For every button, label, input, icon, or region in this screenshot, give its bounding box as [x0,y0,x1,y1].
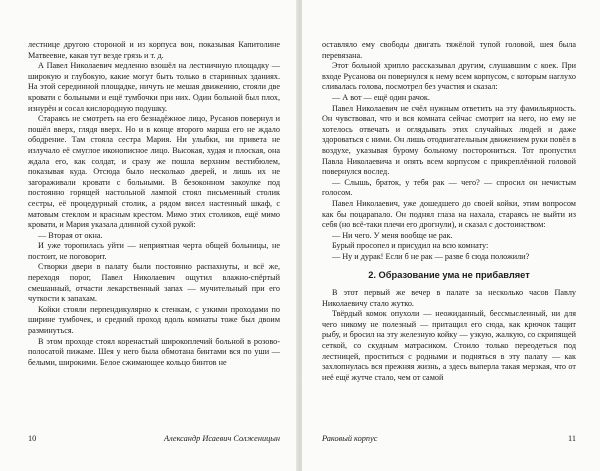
paragraph: — Ну и дурак! Если б не рак — разве б сюда положили? [332,251,530,261]
paragraph: — Ни чего. У меня вообще не рак. [332,230,453,240]
paragraph: Створки двери в палату были постоянно распахнуты, и всё же, переходя порог, Павел Николаевич ощутил влажно-спёртый смешанный, отчасти лекарственный запах — мучительный при его чуткости к запахам. [28,262,280,304]
paragraph: — Слышь, браток, у тебя рак — чего? — спросил он нечистым голосом. [322,177,576,198]
paragraph: В этот первый же вечер в палате за несколько часов Павлу Николаевичу стало жутко. [322,288,576,308]
paragraph: В этом проходе стоял коренастый широкоплечий больной в розово-полосатой пижаме. Шея у него была обмотана бинтами вся по уши — белыми, широкими. Белое сжимающее кольцо бинтов не [28,336,280,367]
right-page-text [322,40,576,383]
left-page [0,0,298,471]
paragraph: — А вот — ещё один рачок. [332,92,430,102]
page-number: 10 [28,434,37,443]
running-head: Александр Исаевич Солженицын [164,434,280,443]
chapter-title: 2. Образование ума не прибавляет [368,270,530,281]
paragraph: оставляло ему свободы двигать тяжёлой тупой головой, шея была перевязана. [322,40,576,60]
paragraph: А Павел Николаевич медленно взошёл на лестничную площадку — широкую и глубокую, какие могут быть только в старинных зданиях. На этой серединной площадке, ничуть не мешая движению, стояли две кровати с больными и ещё тумбочки при них. Один больной был плох, изнурён и сосал кислородную подушку. [28,61,280,113]
paragraph: — Вторая от окна. [38,230,103,240]
paragraph: И уже торопилась уйти — неприятная черта общей больницы, не постоит, не поговорит. [28,241,280,261]
right-page-footer [322,434,576,443]
page-number: 11 [568,434,576,443]
paragraph: Койки стояли перпендикулярно к стенкам, с узкими проходами по ширине тумбочек, и средний проход вдоль комнаты тоже был двоим разминуться. [28,304,280,336]
paragraph: Павел Николаевич не счёл нужным ответить на эту фамильярность. Он чувствовал, что и вся комната сейчас смотрит на него, но ему не хотелось отвечать и оглядывать этих случайных людей и даже здороваться с ними. Он лишь отодвигательным движением руки повёл в воздухе, указывая бурому больному посторониться. Тот пропустил Павла Николаевича и опять всем корпусом с прикреплённой головой повернулся вослед. [322,103,576,177]
paragraph: Павел Николаевич, уже дошедшего до своей койки, этим вопросом как бы поцарапало. Он поднял глаза на нахала, стараясь не выйти из себя (но всё-таки плечи его дрогнули), и сказал с достоинством: [322,198,576,230]
paragraph: Твёрдый комок опухоли — неожиданный, бессмысленный, ни для чего никому не полезный — притащил его сюда, как крючок тащит рыбу, и бросил на эту железную койку — узкую, жалкую, со скрипящей сеткой, со скудным матрасиком. Стоило только переодеться под лестницей, проститься с родными и подняться в эту палату — как захлопнулась вся прежняя жизнь, а здесь выперла такая мерзкая, что от неё ещё жутче стало, чем от самой [322,309,576,382]
right-page [302,0,600,471]
paragraph: лестнице другою стороной и из корпуса вон, показывая Капитолине Матвеевне, какая тут везде грязь и т. д. [28,40,280,60]
paragraph: Бурый просопел и присудил на всю комнату: [332,241,489,251]
running-head: Раковый корпус [322,434,378,443]
left-page-footer [28,434,280,443]
paragraph: Этот больной хрипло рассказывал другим, слушавшим с коек. При входе Русанова он повернулся к нему всем корпусом, с которым наглухо сливалась голова, посмотрел без участия и сказал: [322,61,576,92]
paragraph: Стараясь не смотреть на его безнадёжное лицо, Русанов повернул и пошёл вверх, глядя вверх. Но и в конце второго марша его не ждало ободрение. Там стояла сестра Мария. Ни улыбки, ни привета не излучало её смуглое иконописное лицо. Высокая, худая и плоская, она ждала его, как солдат, и сразу же пошла верхним вестибюлем, показывая куда. Отсюда было несколько дверей, и лишь их не загораживали кровати с больными. В безоконном закоулке под постоянно горящей настольной лампой стоял письменный столик сестры, её процедурный столик, а рядом висел настенный шкаф, с матовым стеклом и красным крестом. Мимо этих столиков, ещё мимо кровати, и Мария указала длинной сухой рукой: [28,114,280,230]
left-page-text [28,40,280,368]
